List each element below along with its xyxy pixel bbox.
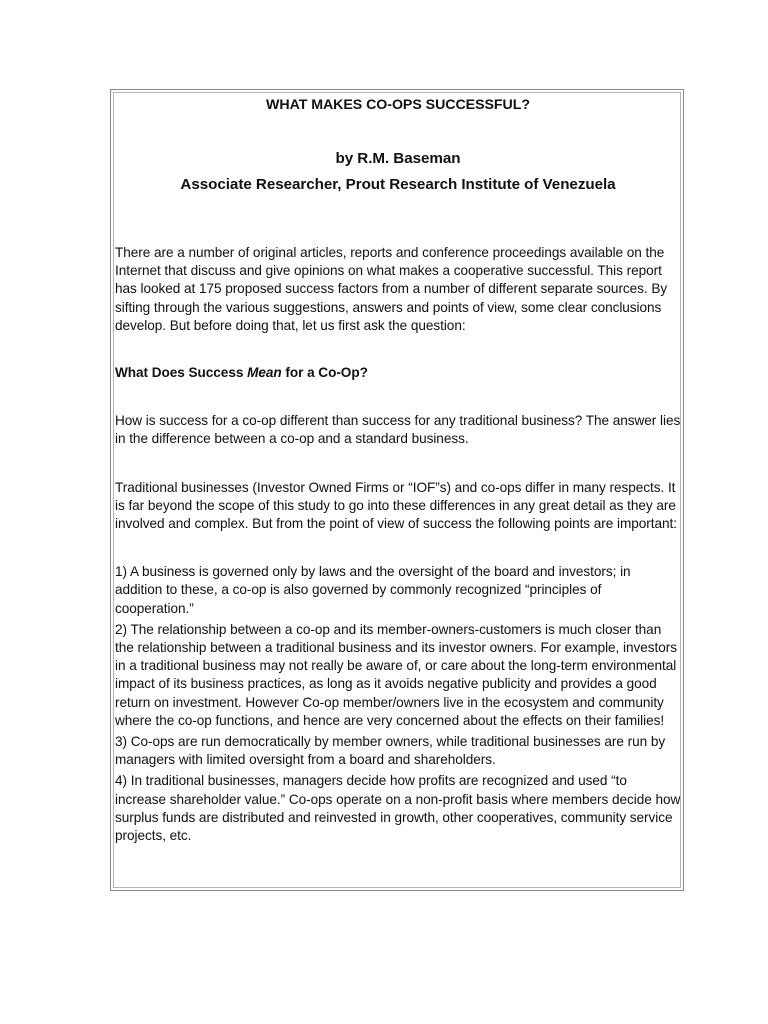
document-body <box>115 93 681 845</box>
section-heading-emphasis: Mean <box>247 365 282 381</box>
traditional-business-paragraph: Traditional businesses (Investor Owned Firms or “IOF”s) and co-ops differ in many respects. It is far beyond the scope of this study to go into these differences in any great detail as they are involved and complex. But from the point of view of success the following points are important: <box>115 479 677 532</box>
numbered-point-2: 2) The relationship between a co-op and its member-owners-customers is much closer than the relationship between a traditional business and its investor owners. For example, investors in a traditional business may not really be aware of, or care about the long-term environmental impact of its business practices, as long as it avoids negative publicity and provides a good return on investment. However Co-op member/owners live in the ecosystem and community where the co-op functions, and hence are very concerned about the effects on their families! <box>115 621 677 728</box>
intro-paragraph: There are a number of original articles, reports and conference proceedings available on the Internet that discuss and give opinions on what makes a cooperative successful. This report has looked at 175 proposed success factors from a number of different separate sources. By sifting through the various suggestions, answers and points of view, some clear conclusions develop. But before doing that, let us first ask the question: <box>115 245 668 333</box>
question-paragraph: How is success for a co-op different than success for any traditional business? The answer lies in the difference between a co-op and a standard business. <box>115 413 681 447</box>
document-title: WHAT MAKES CO-OPS SUCCESSFUL? <box>266 97 530 113</box>
numbered-point-4: 4) In traditional businesses, managers decide how profits are recognized and used “to increase shareholder value.” Co-ops operate on a non-profit basis where members decide how surplus funds are distributed and reinvested in growth, other cooperatives, community service projects, etc. <box>115 773 681 844</box>
author-byline: by R.M. Baseman <box>335 150 461 167</box>
document-page <box>110 89 684 891</box>
author-affiliation: Associate Researcher, Prout Research Institute of Venezuela <box>180 176 616 193</box>
document-border <box>113 92 681 888</box>
numbered-point-1: 1) A business is governed only by laws and the oversight of the board and investors; in addition to these, a co-op is also governed by commonly recognized “principles of cooperation.” <box>115 564 631 616</box>
section-heading-end: for a Co-Op? <box>281 365 368 381</box>
numbered-point-3: 3) Co-ops are run democratically by member owners, while traditional businesses are run by managers with limited oversight from a board and shareholders. <box>115 734 666 768</box>
section-heading <box>115 364 681 382</box>
section-heading-start: What Does Success <box>115 365 248 381</box>
